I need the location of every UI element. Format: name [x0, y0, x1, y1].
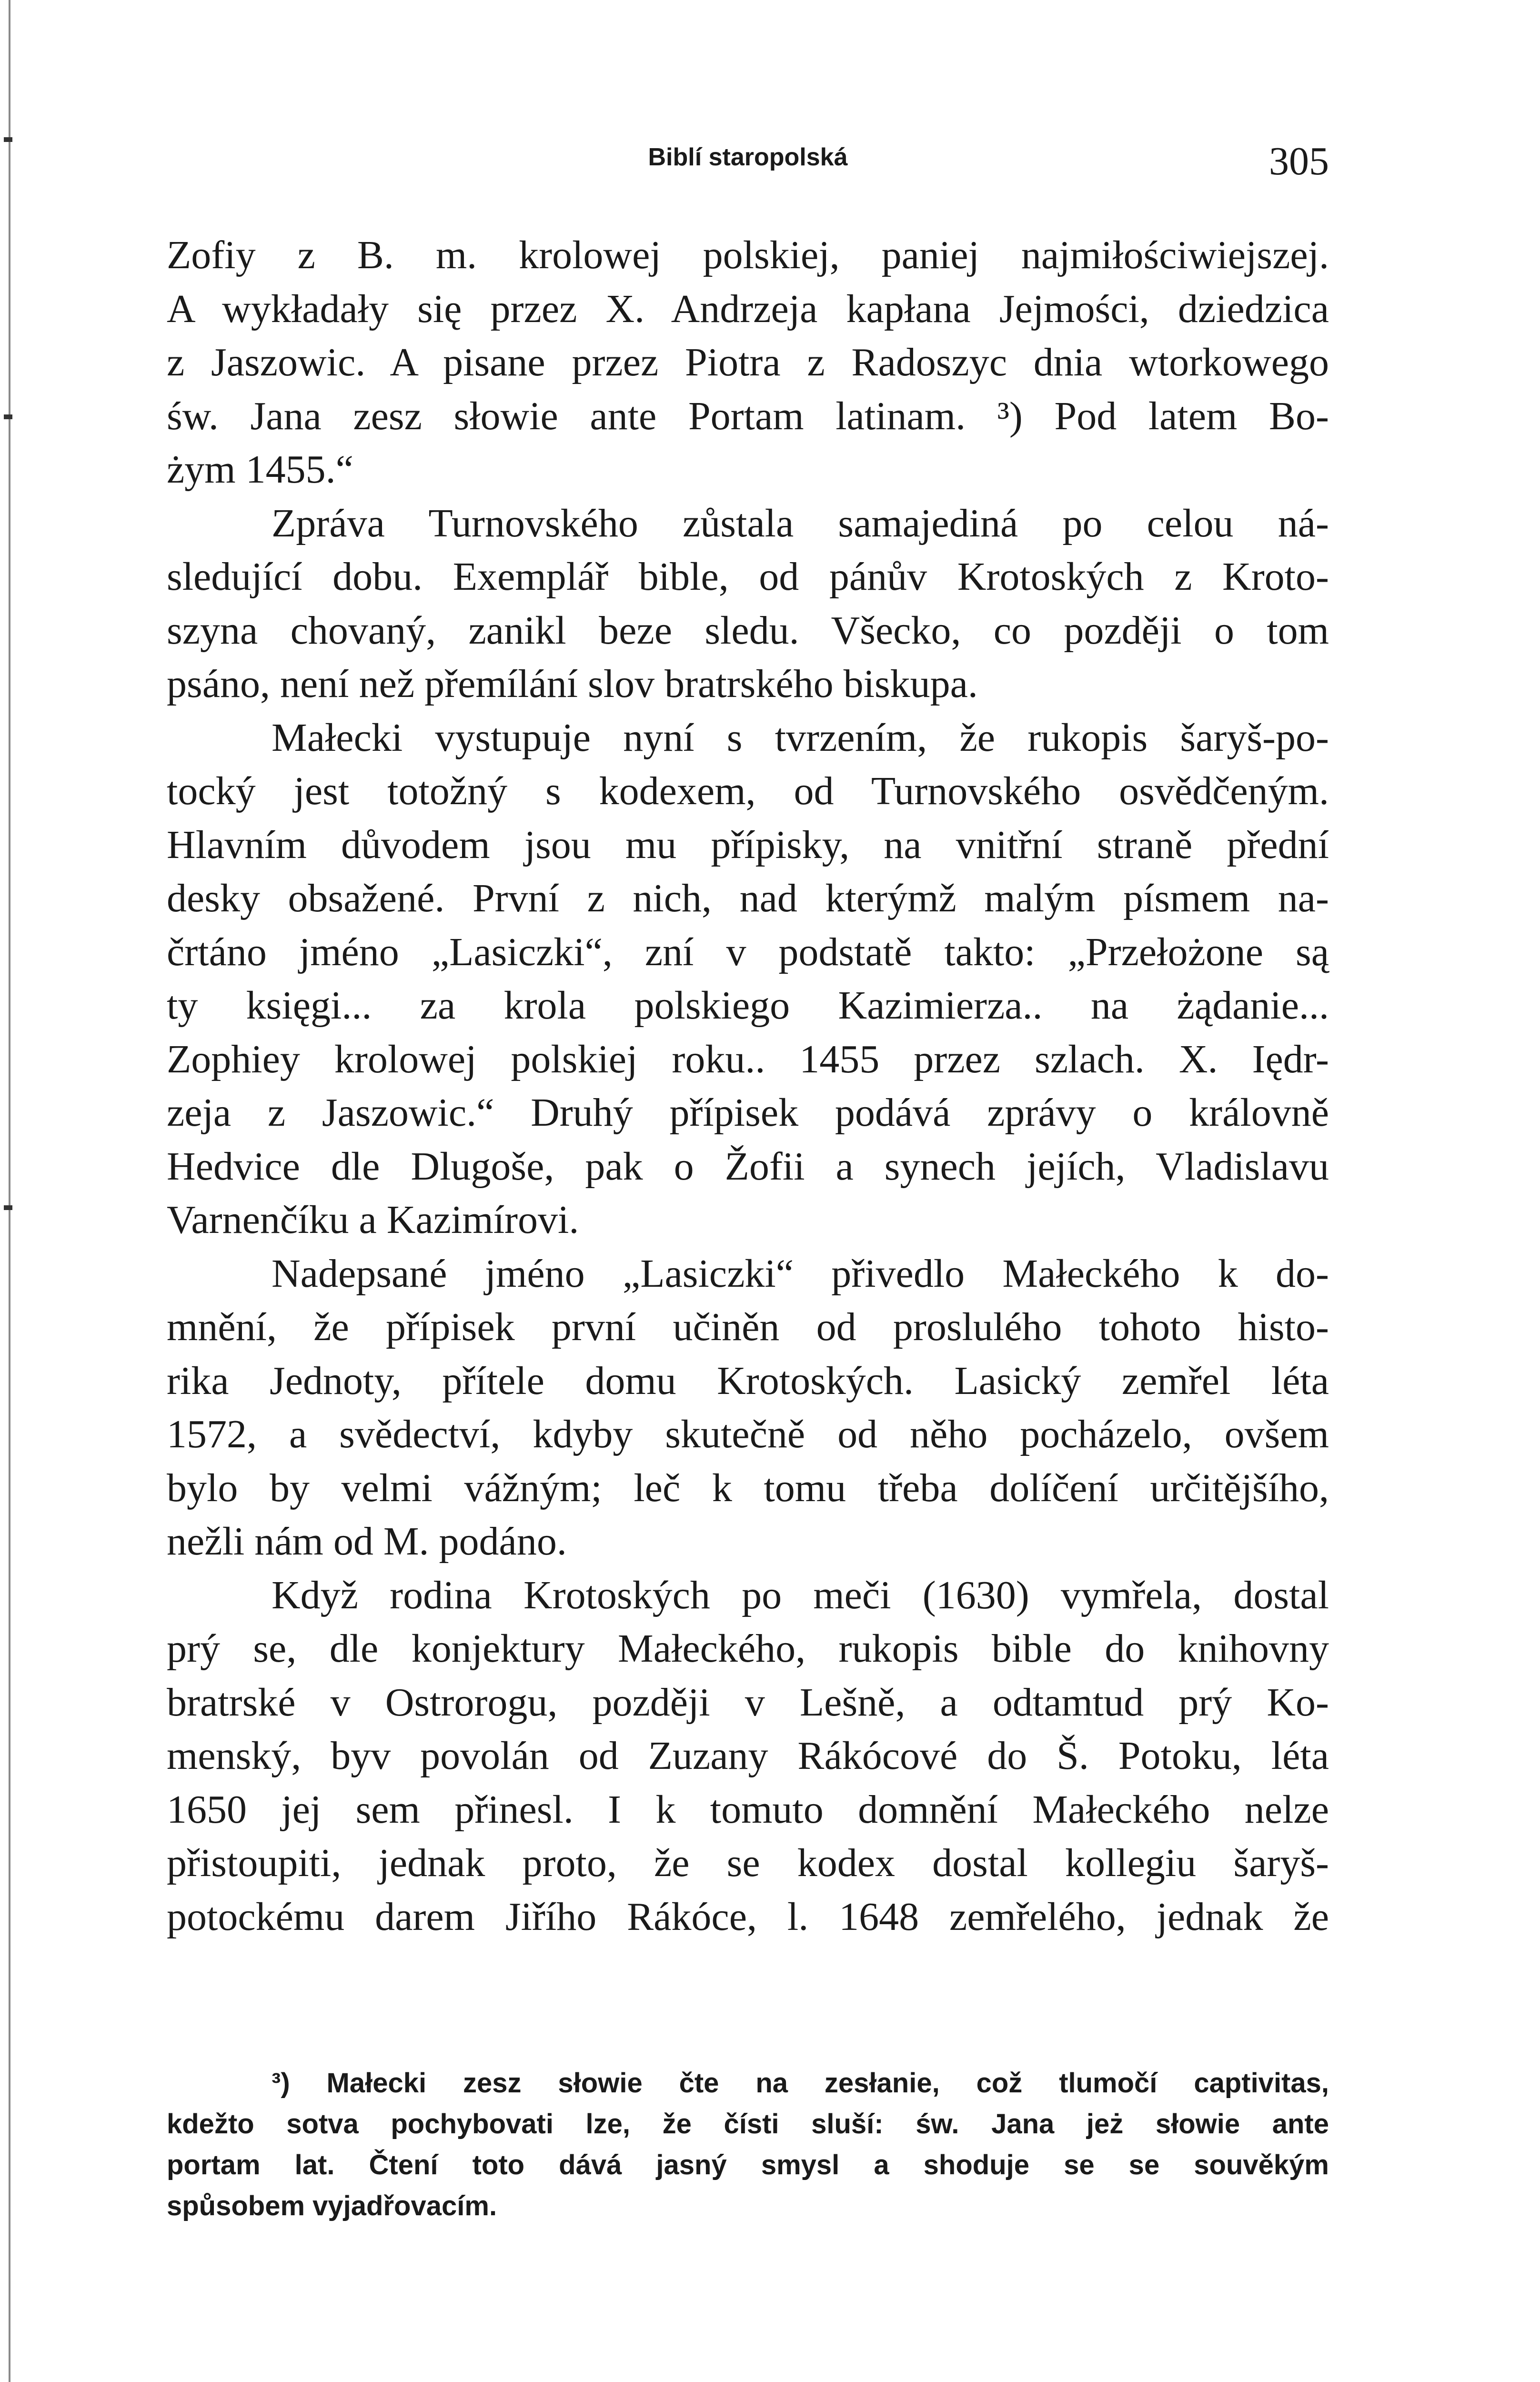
text-line: sledující dobu. Exemplář bible, od pánův Krotoských z Kroto-	[167, 555, 1329, 599]
text-line: přistoupiti, jednak proto, že se kodex dostal kollegiu šaryš-	[167, 1841, 1329, 1885]
text-line: Hedvice dle Dlugoše, pak o Žofii a synech jejích, Vladislavu	[167, 1144, 1329, 1189]
edge-mark	[4, 1205, 12, 1210]
footnote	[167, 2063, 1329, 2227]
text-line: Zofiy z B. m. krolowej polskiej, paniej najmiłościwiejszej.	[167, 233, 1329, 277]
text-line: św. Jana zesz słowie ante Portam latinam. ³) Pod latem Bo-	[167, 394, 1329, 438]
text-line: portam lat. Čtení toto dává jasný smysl a shoduje se se souvěkým	[167, 2150, 1329, 2180]
text-line: nežli nám od M. podáno.	[167, 1519, 567, 1564]
text-line: menský, byv povolán od Zuzany Rákócové do Š. Potoku, léta	[167, 1734, 1329, 1778]
text-line: Zophiey krolowej polskiej roku.. 1455 przez szlach. X. Iędr-	[167, 1037, 1329, 1081]
text-line: Nadepsané jméno „Lasiczki“ přivedlo Małeckého k do-	[272, 1251, 1329, 1296]
text-line: tocký jest totožný s kodexem, od Turnovského osvědčeným.	[167, 769, 1329, 813]
page-header	[167, 138, 1329, 191]
text-line: Když rodina Krotoských po meči (1630) vymřela, dostal	[272, 1573, 1329, 1617]
text-line: rika Jednoty, přítele domu Krotoských. Lasický zemřel léta	[167, 1358, 1329, 1403]
text-line: črtáno jméno „Lasiczki“, zní v podstatě takto: „Przełożone są	[167, 929, 1329, 974]
text-line: spůsobem vyjadřovacím.	[167, 2190, 497, 2221]
text-line: kdežto sotva pochybovati lze, že čísti sluší: św. Jana jeż słowie ante	[167, 2109, 1329, 2140]
text-line: Małecki vystupuje nyní s tvrzením, že rukopis šaryš-po-	[272, 715, 1329, 760]
text-line: potockému darem Jiřího Rákóce, l. 1648 zemřelého, jednak že	[167, 1894, 1329, 1939]
text-line: szyna chovaný, zanikl beze sledu. Všecko, co později o tom	[167, 608, 1329, 653]
page-edge-line	[9, 0, 10, 2382]
text-line: zeja z Jaszowic.“ Druhý přípisek podává zprávy o královně	[167, 1090, 1329, 1135]
edge-mark	[4, 137, 12, 142]
body-text	[167, 229, 1329, 1944]
text-line: bratrské v Ostrorogu, později v Lešně, a odtamtud prý Ko-	[167, 1680, 1329, 1725]
text-line: z Jaszowic. A pisane przez Piotra z Radoszyc dnia wtorkowego	[167, 340, 1329, 384]
text-line: bylo by velmi vážným; leč k tomu třeba dolíčení určitějšího,	[167, 1465, 1329, 1510]
text-line: ³) Małecki zesz słowie čte na zesłanie, což tlumočí captivitas,	[272, 2068, 1329, 2099]
text-line: 1650 jej sem přinesl. I k tomuto domnění Małeckého nelze	[167, 1787, 1329, 1832]
edge-mark	[4, 414, 12, 419]
text-line: żym 1455.“	[167, 447, 353, 492]
text-line: A wykładały się przez X. Andrzeja kapłana Jejmości, dziedzica	[167, 286, 1329, 331]
page-number: 305	[1269, 139, 1329, 183]
text-line: mnění, že přípisek první učiněn od proslulého tohoto histo-	[167, 1305, 1329, 1349]
running-title: Biblí staropolská	[648, 143, 848, 171]
text-line: ty księgi... za krola polskiego Kazimierza.. na żądanie...	[167, 983, 1329, 1028]
text-line: 1572, a svědectví, kdyby skutečně od něho pocházelo, ovšem	[167, 1412, 1329, 1456]
text-line: Zpráva Turnovského zůstala samajediná po celou ná-	[272, 501, 1329, 545]
text-line: psáno, není než přemílání slov bratrského biskupa.	[167, 662, 978, 706]
text-line: Hlavním důvodem jsou mu přípisky, na vnitřní straně přední	[167, 822, 1329, 867]
text-line: prý se, dle konjektury Małeckého, rukopis bible do knihovny	[167, 1626, 1329, 1671]
text-line: desky obsažené. První z nich, nad kterýmž malým písmem na-	[167, 876, 1329, 920]
text-line: Varnenčíku a Kazimírovi.	[167, 1198, 579, 1242]
